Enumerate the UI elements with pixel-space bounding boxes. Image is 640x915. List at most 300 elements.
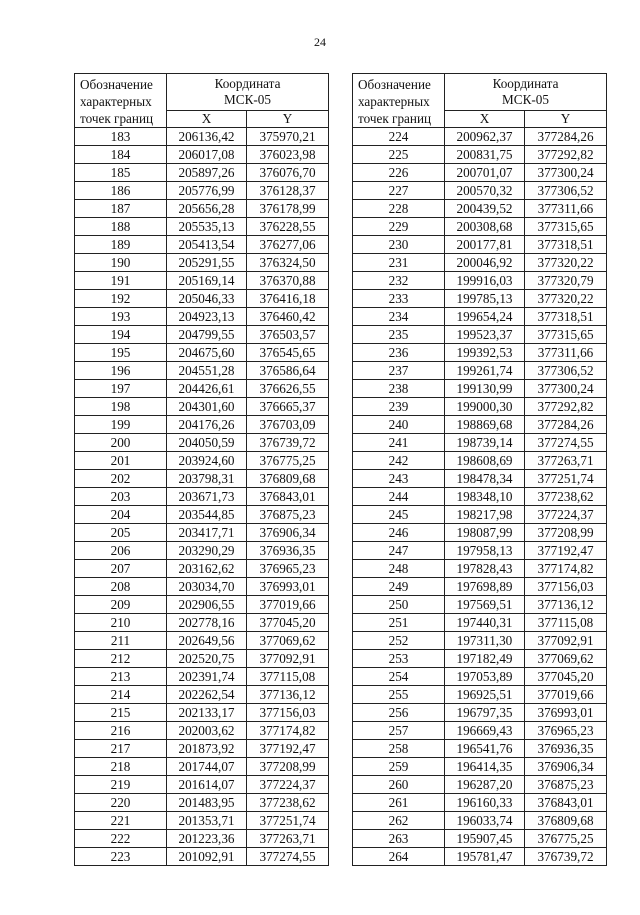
table-row	[75, 668, 329, 686]
coordinate-x-cell: 200308,68	[445, 218, 525, 236]
coordinate-y-cell: 376128,37	[247, 182, 329, 200]
point-number-cell: 250	[353, 596, 445, 614]
table-row	[353, 758, 607, 776]
table-row	[353, 722, 607, 740]
table-row	[353, 632, 607, 650]
coordinate-x-cell: 196669,43	[445, 722, 525, 740]
point-number-cell: 201	[75, 452, 167, 470]
point-number-cell: 197	[75, 380, 167, 398]
point-number-cell: 211	[75, 632, 167, 650]
coordinate-x-cell: 199654,24	[445, 308, 525, 326]
coordinate-x-cell: 201873,92	[167, 740, 247, 758]
coordinate-y-cell: 377156,03	[525, 578, 607, 596]
table-row	[75, 200, 329, 218]
coordinate-x-cell: 205776,99	[167, 182, 247, 200]
coordinate-y-cell: 377208,99	[247, 758, 329, 776]
header-x: X	[167, 111, 247, 128]
coordinate-y-cell: 377300,24	[525, 380, 607, 398]
table-row	[353, 308, 607, 326]
point-number-cell: 226	[353, 164, 445, 182]
coordinate-x-cell: 196925,51	[445, 686, 525, 704]
coordinate-x-cell: 205656,28	[167, 200, 247, 218]
coordinate-x-cell: 201223,36	[167, 830, 247, 848]
point-number-cell: 221	[75, 812, 167, 830]
table-row	[353, 452, 607, 470]
point-number-cell: 259	[353, 758, 445, 776]
coordinate-y-cell: 377292,82	[525, 398, 607, 416]
coordinate-x-cell: 199916,03	[445, 272, 525, 290]
point-number-cell: 258	[353, 740, 445, 758]
table-row	[75, 254, 329, 272]
coordinate-y-cell: 376875,23	[525, 776, 607, 794]
coordinate-x-cell: 201353,71	[167, 812, 247, 830]
coordinate-x-cell: 200439,52	[445, 200, 525, 218]
table-row	[75, 398, 329, 416]
coordinate-y-cell: 376775,25	[525, 830, 607, 848]
coordinate-y-cell: 377092,91	[525, 632, 607, 650]
coordinate-x-cell: 196797,35	[445, 704, 525, 722]
table-row	[353, 272, 607, 290]
coordinate-y-cell: 377263,71	[247, 830, 329, 848]
table-row	[75, 614, 329, 632]
point-number-cell: 229	[353, 218, 445, 236]
header-x: X	[445, 111, 525, 128]
point-number-cell: 207	[75, 560, 167, 578]
table-row	[75, 380, 329, 398]
table-row	[75, 452, 329, 470]
coordinate-x-cell: 202391,74	[167, 668, 247, 686]
coordinate-x-cell: 198087,99	[445, 524, 525, 542]
coordinate-y-cell: 377311,66	[525, 344, 607, 362]
point-number-cell: 246	[353, 524, 445, 542]
table-row	[353, 254, 607, 272]
table-row	[353, 362, 607, 380]
coordinate-x-cell: 201483,95	[167, 794, 247, 812]
coordinate-y-cell: 376178,99	[247, 200, 329, 218]
coordinate-x-cell: 205535,13	[167, 218, 247, 236]
table-row	[75, 560, 329, 578]
point-number-cell: 185	[75, 164, 167, 182]
table-row	[75, 794, 329, 812]
coordinate-x-cell: 202262,54	[167, 686, 247, 704]
table-row	[75, 776, 329, 794]
coordinate-x-cell: 199261,74	[445, 362, 525, 380]
point-number-cell: 209	[75, 596, 167, 614]
point-number-cell: 192	[75, 290, 167, 308]
point-number-cell: 241	[353, 434, 445, 452]
coordinate-y-cell: 376875,23	[247, 506, 329, 524]
table-row	[75, 632, 329, 650]
coordinate-x-cell: 200046,92	[445, 254, 525, 272]
table-row	[75, 272, 329, 290]
point-number-cell: 187	[75, 200, 167, 218]
table-row	[75, 416, 329, 434]
coordinate-y-cell: 376076,70	[247, 164, 329, 182]
coordinate-y-cell: 377284,26	[525, 128, 607, 146]
table-body-right	[353, 128, 607, 866]
coordinate-y-cell: 377174,82	[525, 560, 607, 578]
coordinate-y-cell: 376586,64	[247, 362, 329, 380]
coordinate-y-cell: 377274,55	[525, 434, 607, 452]
table-row	[75, 596, 329, 614]
point-number-cell: 264	[353, 848, 445, 866]
point-number-cell: 186	[75, 182, 167, 200]
coordinate-x-cell: 196287,20	[445, 776, 525, 794]
coordinate-y-cell: 377115,08	[247, 668, 329, 686]
coordinate-x-cell: 203417,71	[167, 524, 247, 542]
point-number-cell: 242	[353, 452, 445, 470]
point-number-cell: 238	[353, 380, 445, 398]
coordinate-y-cell: 376324,50	[247, 254, 329, 272]
coordinate-x-cell: 200962,37	[445, 128, 525, 146]
point-number-cell: 212	[75, 650, 167, 668]
point-number-cell: 223	[75, 848, 167, 866]
coordinate-x-cell: 200831,75	[445, 146, 525, 164]
coordinate-y-cell: 377300,24	[525, 164, 607, 182]
point-number-cell: 248	[353, 560, 445, 578]
coordinate-y-cell: 376503,57	[247, 326, 329, 344]
table-row	[353, 182, 607, 200]
point-number-cell: 249	[353, 578, 445, 596]
point-number-cell: 256	[353, 704, 445, 722]
coordinate-x-cell: 203290,29	[167, 542, 247, 560]
coordinate-x-cell: 197440,31	[445, 614, 525, 632]
coordinate-x-cell: 204551,28	[167, 362, 247, 380]
table-row	[353, 416, 607, 434]
table-row	[75, 218, 329, 236]
coordinate-y-cell: 377019,66	[525, 686, 607, 704]
table-row	[75, 236, 329, 254]
coordinate-x-cell: 197828,43	[445, 560, 525, 578]
coordinate-x-cell: 205291,55	[167, 254, 247, 272]
point-number-cell: 230	[353, 236, 445, 254]
table-row	[75, 848, 329, 866]
page-number: 24	[314, 35, 326, 49]
coordinate-x-cell: 204426,61	[167, 380, 247, 398]
table-row	[353, 326, 607, 344]
coordinate-y-cell: 377092,91	[247, 650, 329, 668]
coordinate-x-cell: 201744,07	[167, 758, 247, 776]
header-label-column	[353, 74, 445, 128]
point-number-cell: 233	[353, 290, 445, 308]
coordinate-y-cell: 377306,52	[525, 362, 607, 380]
point-number-cell: 257	[353, 722, 445, 740]
coordinate-y-cell: 377045,20	[525, 668, 607, 686]
coordinate-y-cell: 377069,62	[525, 650, 607, 668]
table-row	[353, 812, 607, 830]
point-number-cell: 214	[75, 686, 167, 704]
coordinate-y-cell: 377311,66	[525, 200, 607, 218]
header-label-column	[75, 74, 167, 128]
coordinate-x-cell: 202778,16	[167, 614, 247, 632]
coordinate-y-cell: 376809,68	[247, 470, 329, 488]
table-row	[353, 380, 607, 398]
table-row	[353, 200, 607, 218]
table-row	[75, 650, 329, 668]
point-number-cell: 195	[75, 344, 167, 362]
table-row	[75, 722, 329, 740]
coordinate-x-cell: 197958,13	[445, 542, 525, 560]
coordinate-y-cell: 376460,42	[247, 308, 329, 326]
coordinate-y-cell: 377274,55	[247, 848, 329, 866]
coordinate-y-cell: 376809,68	[525, 812, 607, 830]
coordinate-x-cell: 201614,07	[167, 776, 247, 794]
table-row	[353, 344, 607, 362]
coordinate-y-cell: 376906,34	[247, 524, 329, 542]
point-number-cell: 198	[75, 398, 167, 416]
table-row	[75, 164, 329, 182]
coordinate-y-cell: 377251,74	[525, 470, 607, 488]
coordinate-y-cell: 376277,06	[247, 236, 329, 254]
coordinate-x-cell: 199130,99	[445, 380, 525, 398]
header-coordinate-title	[445, 74, 607, 111]
table-row	[75, 524, 329, 542]
coordinates-table-left	[74, 73, 329, 866]
coordinate-y-cell: 376936,35	[525, 740, 607, 758]
header-y: Y	[247, 111, 329, 128]
coordinate-x-cell: 206017,08	[167, 146, 247, 164]
table-row	[353, 290, 607, 308]
point-number-cell: 216	[75, 722, 167, 740]
coordinate-x-cell: 205046,33	[167, 290, 247, 308]
header-label-line-1: Обозначение	[80, 77, 153, 92]
coordinate-x-cell: 201092,91	[167, 848, 247, 866]
table-row	[75, 740, 329, 758]
point-number-cell: 208	[75, 578, 167, 596]
coordinate-x-cell: 197311,30	[445, 632, 525, 650]
header-label-line-2: характерных	[358, 94, 430, 109]
coordinate-y-cell: 377238,62	[525, 488, 607, 506]
table-row	[75, 308, 329, 326]
point-number-cell: 219	[75, 776, 167, 794]
coordinate-x-cell: 202003,62	[167, 722, 247, 740]
point-number-cell: 202	[75, 470, 167, 488]
point-number-cell: 204	[75, 506, 167, 524]
point-number-cell: 189	[75, 236, 167, 254]
table-row	[75, 542, 329, 560]
coordinate-x-cell: 200177,81	[445, 236, 525, 254]
header-label-line-3: точек границ	[80, 111, 154, 126]
point-number-cell: 262	[353, 812, 445, 830]
coordinate-y-cell: 377320,22	[525, 290, 607, 308]
coordinate-x-cell: 197053,89	[445, 668, 525, 686]
table-row	[353, 524, 607, 542]
table-row	[75, 830, 329, 848]
point-number-cell: 235	[353, 326, 445, 344]
coordinate-y-cell: 376965,23	[525, 722, 607, 740]
point-number-cell: 213	[75, 668, 167, 686]
point-number-cell: 194	[75, 326, 167, 344]
table-row	[75, 182, 329, 200]
coordinate-x-cell: 203034,70	[167, 578, 247, 596]
coordinate-y-cell: 375970,21	[247, 128, 329, 146]
coordinate-y-cell: 377318,51	[525, 236, 607, 254]
coordinate-y-cell: 376370,88	[247, 272, 329, 290]
header-coordinate-line-2: МСК-05	[224, 92, 271, 107]
point-number-cell: 184	[75, 146, 167, 164]
table-row	[353, 740, 607, 758]
coordinate-x-cell: 203798,31	[167, 470, 247, 488]
table-row	[353, 236, 607, 254]
point-number-cell: 247	[353, 542, 445, 560]
table-row	[75, 434, 329, 452]
coordinate-y-cell: 377115,08	[525, 614, 607, 632]
header-coordinate-line-1: Координата	[492, 76, 559, 91]
coordinate-y-cell: 377192,47	[525, 542, 607, 560]
coordinate-x-cell: 198739,14	[445, 434, 525, 452]
coordinate-x-cell: 205169,14	[167, 272, 247, 290]
table-row	[353, 542, 607, 560]
coordinate-x-cell: 204799,55	[167, 326, 247, 344]
coordinate-x-cell: 204176,26	[167, 416, 247, 434]
coordinate-x-cell: 197182,49	[445, 650, 525, 668]
coordinate-x-cell: 204923,13	[167, 308, 247, 326]
header-coordinate-title	[167, 74, 329, 111]
header-coordinate-line-1: Координата	[214, 76, 281, 91]
coordinate-y-cell: 376416,18	[247, 290, 329, 308]
table-row	[75, 578, 329, 596]
table-row	[75, 686, 329, 704]
coordinate-y-cell: 376665,37	[247, 398, 329, 416]
coordinate-x-cell: 203162,62	[167, 560, 247, 578]
coordinate-y-cell: 376993,01	[525, 704, 607, 722]
point-number-cell: 227	[353, 182, 445, 200]
table-row	[353, 668, 607, 686]
coordinate-y-cell: 376993,01	[247, 578, 329, 596]
coordinate-y-cell: 377224,37	[247, 776, 329, 794]
point-number-cell: 228	[353, 200, 445, 218]
table-row	[75, 488, 329, 506]
point-number-cell: 224	[353, 128, 445, 146]
table-row	[353, 614, 607, 632]
header-label-line-1: Обозначение	[358, 77, 431, 92]
point-number-cell: 260	[353, 776, 445, 794]
point-number-cell: 261	[353, 794, 445, 812]
coordinate-y-cell: 377315,65	[525, 218, 607, 236]
table-row	[75, 506, 329, 524]
coordinate-y-cell: 377306,52	[525, 182, 607, 200]
coordinate-x-cell: 203671,73	[167, 488, 247, 506]
coordinate-y-cell: 377315,65	[525, 326, 607, 344]
coordinate-x-cell: 198478,34	[445, 470, 525, 488]
coordinate-y-cell: 376228,55	[247, 218, 329, 236]
point-number-cell: 200	[75, 434, 167, 452]
table-row	[353, 470, 607, 488]
point-number-cell: 251	[353, 614, 445, 632]
table-row	[75, 344, 329, 362]
coordinate-y-cell: 376965,23	[247, 560, 329, 578]
point-number-cell: 252	[353, 632, 445, 650]
coordinate-y-cell: 376739,72	[247, 434, 329, 452]
coordinate-y-cell: 377019,66	[247, 596, 329, 614]
point-number-cell: 203	[75, 488, 167, 506]
point-number-cell: 225	[353, 146, 445, 164]
point-number-cell: 255	[353, 686, 445, 704]
coordinate-y-cell: 377284,26	[525, 416, 607, 434]
table-row	[353, 506, 607, 524]
coordinate-y-cell: 376626,55	[247, 380, 329, 398]
table-row	[353, 578, 607, 596]
coordinate-x-cell: 203544,85	[167, 506, 247, 524]
coordinate-y-cell: 377320,79	[525, 272, 607, 290]
coordinate-y-cell: 377136,12	[525, 596, 607, 614]
coordinate-x-cell: 204301,60	[167, 398, 247, 416]
table-row	[353, 686, 607, 704]
coordinate-x-cell: 202133,17	[167, 704, 247, 722]
coordinate-x-cell: 204050,59	[167, 434, 247, 452]
table-row	[75, 704, 329, 722]
point-number-cell: 210	[75, 614, 167, 632]
coordinate-y-cell: 377238,62	[247, 794, 329, 812]
table-row	[353, 218, 607, 236]
point-number-cell: 188	[75, 218, 167, 236]
table-row	[353, 146, 607, 164]
table-row	[353, 398, 607, 416]
coordinate-y-cell: 377174,82	[247, 722, 329, 740]
table-row	[75, 326, 329, 344]
header-coordinate-line-2: МСК-05	[502, 92, 549, 107]
point-number-cell: 236	[353, 344, 445, 362]
point-number-cell: 196	[75, 362, 167, 380]
table-row	[353, 830, 607, 848]
table-row	[353, 434, 607, 452]
coordinate-y-cell: 377320,22	[525, 254, 607, 272]
table-body-left	[75, 128, 329, 866]
coordinate-x-cell: 197569,51	[445, 596, 525, 614]
coordinate-x-cell: 198348,10	[445, 488, 525, 506]
coordinate-x-cell: 199392,53	[445, 344, 525, 362]
table-row	[75, 146, 329, 164]
coordinates-table-right	[352, 73, 607, 866]
coordinate-x-cell: 202649,56	[167, 632, 247, 650]
table-row	[75, 128, 329, 146]
point-number-cell: 254	[353, 668, 445, 686]
table-row	[353, 704, 607, 722]
coordinate-y-cell: 377136,12	[247, 686, 329, 704]
coordinate-y-cell: 377318,51	[525, 308, 607, 326]
coordinate-x-cell: 205413,54	[167, 236, 247, 254]
coordinate-y-cell: 377208,99	[525, 524, 607, 542]
point-number-cell: 215	[75, 704, 167, 722]
coordinate-y-cell: 376545,65	[247, 344, 329, 362]
coordinate-y-cell: 376906,34	[525, 758, 607, 776]
table-row	[353, 164, 607, 182]
point-number-cell: 218	[75, 758, 167, 776]
point-number-cell: 193	[75, 308, 167, 326]
coordinate-y-cell: 377292,82	[525, 146, 607, 164]
coordinate-x-cell: 195907,45	[445, 830, 525, 848]
coordinate-x-cell: 196160,33	[445, 794, 525, 812]
coordinate-x-cell: 204675,60	[167, 344, 247, 362]
point-number-cell: 243	[353, 470, 445, 488]
point-number-cell: 220	[75, 794, 167, 812]
coordinate-x-cell: 202906,55	[167, 596, 247, 614]
coordinate-x-cell: 200701,07	[445, 164, 525, 182]
coordinate-y-cell: 376843,01	[525, 794, 607, 812]
point-number-cell: 231	[353, 254, 445, 272]
coordinate-x-cell: 199785,13	[445, 290, 525, 308]
coordinate-x-cell: 197698,89	[445, 578, 525, 596]
coordinate-x-cell: 205897,26	[167, 164, 247, 182]
coordinate-x-cell: 198869,68	[445, 416, 525, 434]
header-label-line-3: точек границ	[358, 111, 432, 126]
header-y: Y	[525, 111, 607, 128]
coordinate-x-cell: 200570,32	[445, 182, 525, 200]
table-row	[353, 650, 607, 668]
point-number-cell: 191	[75, 272, 167, 290]
coordinate-y-cell: 377156,03	[247, 704, 329, 722]
coordinate-y-cell: 376843,01	[247, 488, 329, 506]
